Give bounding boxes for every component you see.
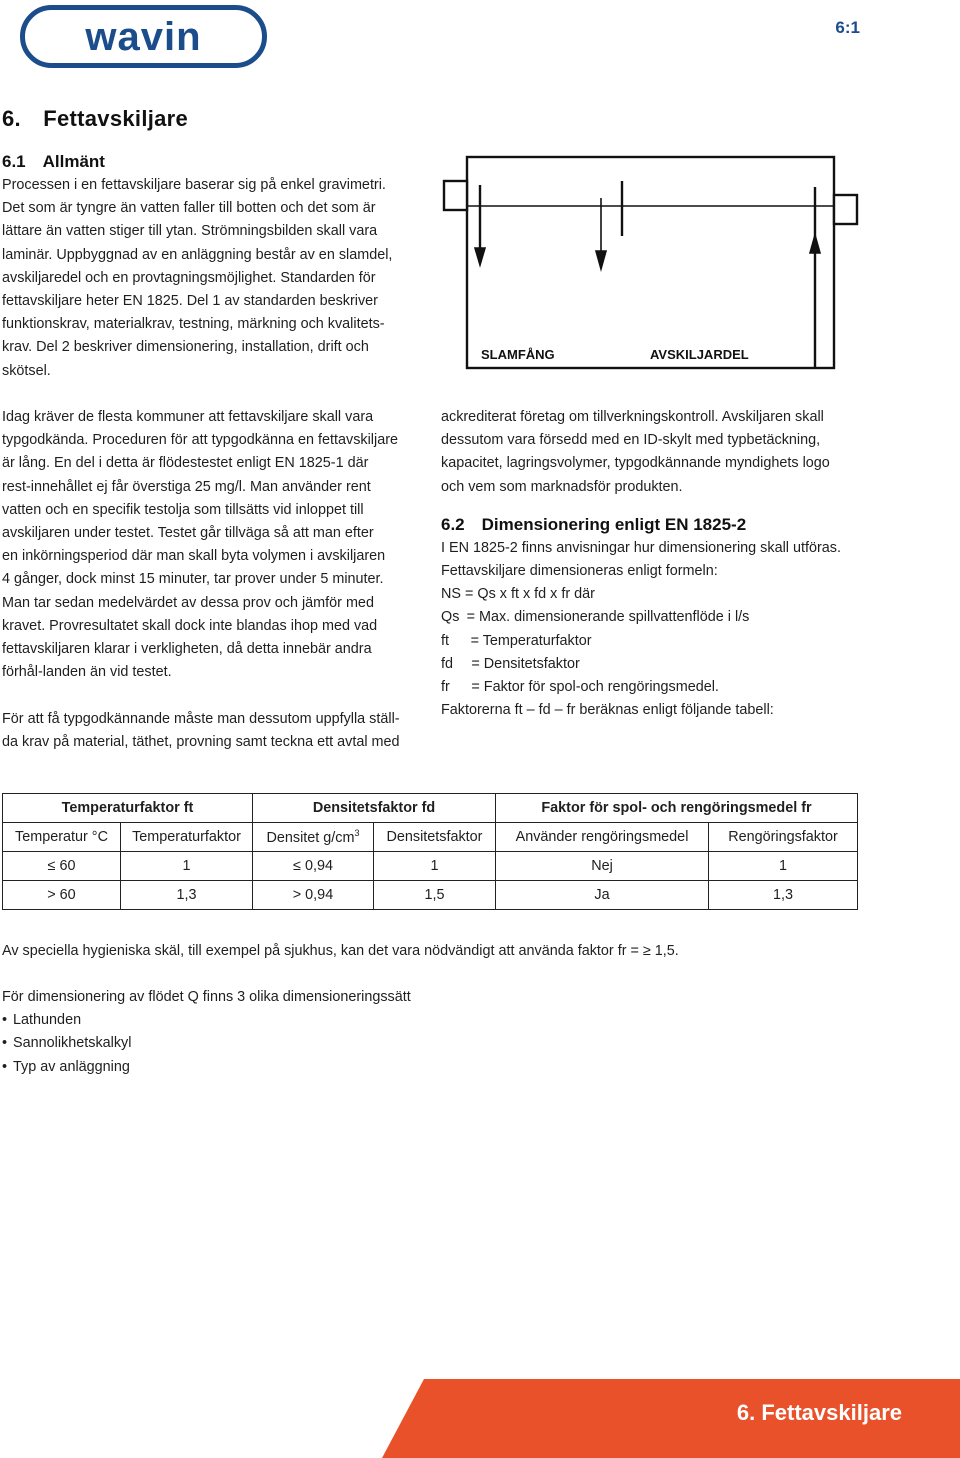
text-line: Det som är tyngre än vatten faller till botten och det som är [2,200,376,217]
formula-definition: Qs = Max. dimensionerande spillvattenflöde i l/s [441,609,750,626]
superscript: 3 [354,828,360,839]
tank-outline [467,157,834,368]
table-sub-header [253,823,374,852]
typgodkannande-paragraph [2,406,432,754]
table-row [3,881,858,910]
text-line: Idag kräver de flesta kommuner att fettavskiljare skall vara [2,409,374,425]
text-line: funktionskrav, materialkrav, testning, märkning och kvalitets- [2,316,385,333]
text-line: 4 gånger, dock minst 15 minuter, tar prover under 5 minuter. [2,571,384,588]
logo-text: wavin [85,15,202,59]
text-line: vatten och en specifik testolja som tillsätts vid inloppet till [2,501,364,518]
table-cell: > 0,94 [253,881,374,910]
table-sub-header: Densitetsfaktor [374,823,496,852]
inlet-pipe [444,181,467,210]
formula-definition: fr = Faktor för spol-och rengöringsmedel. [441,679,719,696]
text-line: är lång. En del i detta är flödestestet enligt EN 1825-1 där [2,455,369,472]
table-group-header-row [3,794,858,823]
text-line: Faktorerna ft – fd – fr beräknas enligt följande tabell: [441,702,774,719]
table-sub-header: Temperaturfaktor [121,823,253,852]
text-line: avskiljaren under testet. Testet går tillväga så att man efter [2,525,374,542]
table-cell: 1,3 [121,881,253,910]
hygiene-note: Av speciella hygieniska skäl, till exempel på sjukhus, kan det vara nödvändigt att använda faktor fr = ≥ 1,5. [2,943,679,959]
density-unit-label: Densitet g/cm [266,829,355,846]
table-sub-header: Använder rengöringsmedel [496,823,709,852]
formula-definition: fd = Densitetsfaktor [441,655,580,672]
table-row [3,852,858,881]
table-cell: Nej [496,852,709,881]
table-cell: 1,3 [709,881,858,910]
text-line: I EN 1825-2 finns anvisningar hur dimensionering skall utföras. [441,539,841,556]
text-line: dessutom vara försedd med en ID-skylt med typbetäckning, [441,432,821,449]
table-group-header: Faktor för spol- och rengöringsmedel fr [496,794,858,823]
text-line: Man tar sedan medelvärdet av dessa prov och jämför med [2,594,374,611]
rise-arrow-head [810,235,820,253]
heading-6-2: 6.2 Dimensionering enligt EN 1825-2 [441,514,747,534]
right-column [441,406,881,722]
list-item: • Lathunden [2,1009,902,1032]
list-item: • Sannolikhetskalkyl [2,1032,902,1055]
text-line: en inkörningsperiod där man skall byta volymen i avskiljaren [2,548,386,565]
table-cell: Ja [496,881,709,910]
table-cell: 1 [121,852,253,881]
page-number: 6:1 [835,18,860,37]
text-line: skötsel. [2,362,51,379]
table-sub-header: Temperatur °C [3,823,121,852]
methods-list [2,1009,902,1079]
text-line: Processen i en fettavskiljare baserar sig på enkel gravimetri. [2,177,386,193]
diagram-label-separator: AVSKILJARDEL [650,347,749,362]
wavin-logo [20,5,267,68]
sludge-arrow-head [475,248,485,265]
text-line: förhål-landen än vid testet. [2,664,172,681]
methods-intro: För dimensionering av flödet Q finns 3 olika dimensioneringssätt [2,989,411,1005]
text-line: och vem som marknadsför produkten. [441,478,683,495]
factor-table [2,793,858,910]
intro-paragraph [2,174,432,383]
list-item: • Typ av anläggning [2,1056,902,1079]
text-line: typgodkända. Proceduren för att typgodkänna en fettavskiljare [2,432,398,449]
table-group-header: Densitetsfaktor fd [253,794,496,823]
text-line: ackrediterat företag om tillverkningskontroll. Avskiljaren skall [441,409,824,425]
table-group-header: Temperaturfaktor ft [3,794,253,823]
heading-6-1: 6.1 Allmänt [2,152,105,171]
section-title: 6. Fettavskiljare [2,106,189,131]
text-line: fettavskiljare heter EN 1825. Del 1 av standarden beskriver [2,293,378,310]
text-line: laminär. Uppbyggnad av en anläggning består av en slamdel, [2,246,393,263]
text-line: För att få typgodkännande måste man dessutom uppfylla ställ- [2,710,400,727]
methods-section [2,986,902,1079]
text-line: krav. Del 2 beskriver dimensionering, installation, drift och [2,339,369,356]
text-line: kapacitet, lagringsvolymer, typgodkännande myndighets logo [441,455,830,472]
table-cell: ≤ 0,94 [253,852,374,881]
text-line: fettavskiljaren klarar i verkligheten, då detta innebär andra [2,641,372,658]
footer-banner-title: 6. Fettavskiljare [736,1400,902,1425]
table-cell: ≤ 60 [3,852,121,881]
table-cell: > 60 [3,881,121,910]
text-line: rest-innehållet ej får överstiga 25 mg/l. Man använder rent [2,478,371,495]
table-cell: 1 [709,852,858,881]
table-cell: 1,5 [374,881,496,910]
diagram-label-sludge: SLAMFÅNG [481,347,555,362]
outlet-pipe [834,195,857,224]
text-line: da krav på material, täthet, provning samt teckna ett avtal med [2,733,400,750]
text-line: kravet. Provresultatet skall dock inte blandas ihop med vad [2,617,378,634]
separator-diagram [440,153,862,373]
table-sub-header-row [3,823,858,852]
text-line: avskiljaredel och en provtagningsmöjlighet. Standarden för [2,269,376,286]
formula-line: NS = Qs x ft x fd x fr där [441,586,595,603]
settle-arrow-head [596,251,606,269]
text-line: Fettavskiljare dimensioneras enligt formeln: [441,563,718,580]
table-cell: 1 [374,852,496,881]
table-sub-header: Rengöringsfaktor [709,823,858,852]
formula-definition: ft = Temperaturfaktor [441,632,592,649]
section-6-1 [2,151,432,383]
text-line: lättare än vatten stiger till ytan. Strömningsbilden skall vara [2,223,378,240]
